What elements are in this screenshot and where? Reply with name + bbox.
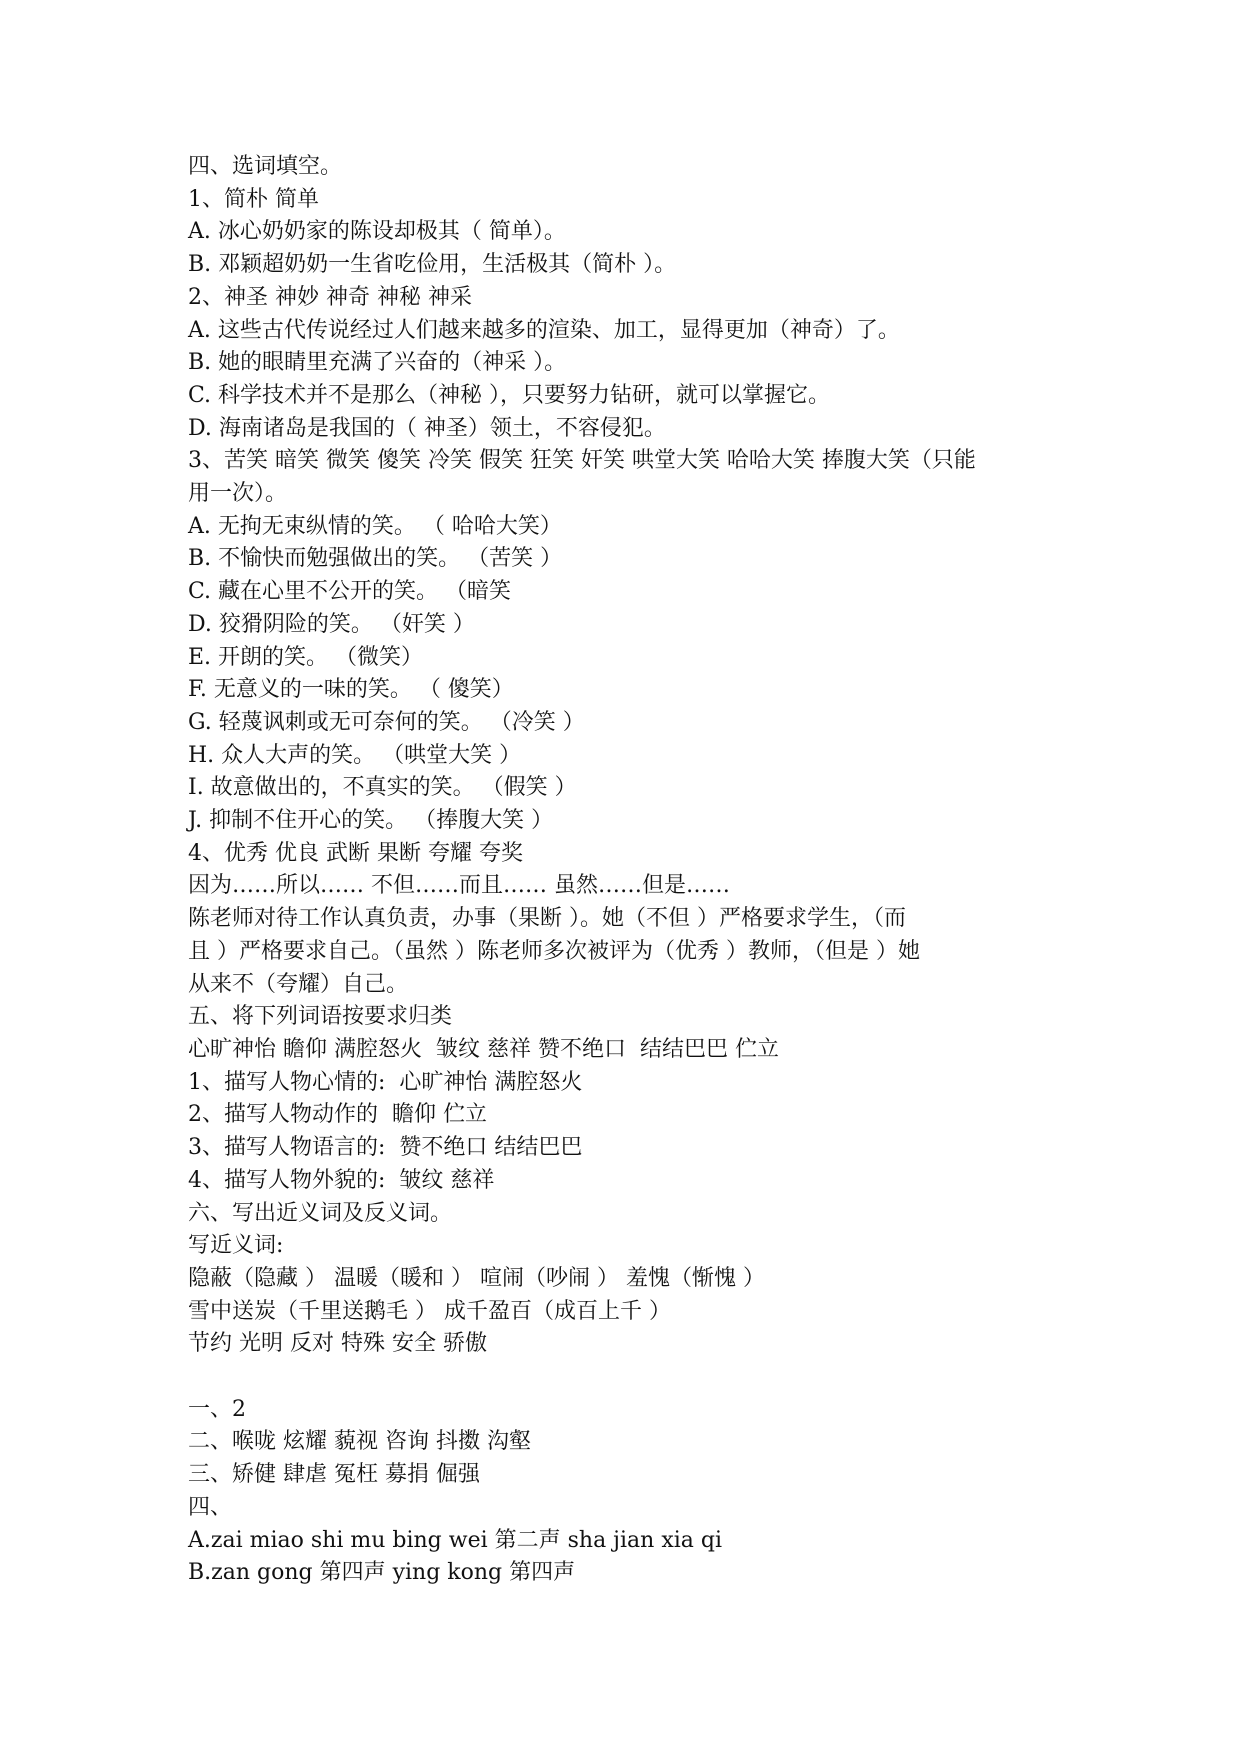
text-line: 因为……所以…… 不但……而且…… 虽然……但是…… (188, 873, 730, 899)
text-line: 三、矫健 肆虐 冤枉 募捐 倔强 (188, 1462, 480, 1488)
text-line: B. 不愉快而勉强做出的笑。 （苦笑 ） (188, 546, 563, 572)
text-line: J. 抑制不住开心的笑。 （捧腹大笑 ） (188, 808, 554, 834)
text-line: B. 邓颖超奶奶一生省吃俭用，生活极其（简朴 ）。 (188, 252, 677, 278)
exercise-section (188, 151, 1088, 1361)
text-line: A. 这些古代传说经过人们越来越多的渲染、加工，显得更加（神奇）了。 (188, 317, 900, 343)
text-line: 2、神圣 神妙 神奇 神秘 神采 (188, 284, 472, 310)
text-line: A. 无拘无束纵情的笑。 （ 哈哈大笑） (188, 513, 562, 539)
text-line: 3、苦笑 暗笑 微笑 傻笑 冷笑 假笑 狂笑 奸笑 哄堂大笑 哈哈大笑 捧腹大笑（只能 (188, 448, 976, 474)
paragraph-gap (188, 1361, 1088, 1394)
text-line: A.zai miao shi mu bing wei 第二声 sha jian xia qi (188, 1527, 722, 1553)
text-line: 4、描写人物外貌的: 皱纹 慈祥 (188, 1167, 495, 1193)
text-line: 且 ）严格要求自己。（虽然 ）陈老师多次被评为（优秀 ）教师，（但是 ）她 (188, 938, 920, 964)
text-line: 雪中送炭（千里送鹅毛 ） 成千盈百（成百上千 ） (188, 1298, 671, 1324)
text-line: 1、描写人物心情的: 心旷神怡 满腔怒火 (188, 1069, 583, 1095)
text-line: C. 科学技术并不是那么（神秘 ），只要努力钻研，就可以掌握它。 (188, 382, 831, 408)
text-line: 心旷神怡 瞻仰 满腔怒火 皱纹 慈祥 赞不绝口 结结巴巴 伫立 (188, 1036, 779, 1062)
text-line: A. 冰心奶奶家的陈设却极其（ 简单）。 (188, 219, 566, 245)
text-line: 节约 光明 反对 特殊 安全 骄傲 (188, 1331, 487, 1357)
text-line: D. 海南诸岛是我国的（ 神圣）领土，不容侵犯。 (188, 415, 666, 441)
text-line: 用一次）。 (188, 481, 288, 507)
text-line: F. 无意义的一味的笑。 （ 傻笑） (188, 677, 514, 703)
text-line: G. 轻蔑讽刺或无可奈何的笑。 （冷笑 ） (188, 709, 585, 735)
text-line: 写近义词: (188, 1233, 284, 1259)
text-line: D. 狡猾阴险的笑。 （奸笑 ） (188, 611, 475, 637)
text-line: 二、喉咙 炫耀 藐视 咨询 抖擞 沟壑 (188, 1429, 531, 1455)
text-line: 六、写出近义词及反义词。 (188, 1200, 453, 1226)
text-line: B. 她的眼睛里充满了兴奋的（神采 ）。 (188, 350, 567, 376)
text-line: 2、描写人物动作的 瞻仰 伫立 (188, 1102, 487, 1128)
text-line: 四、 (188, 1494, 233, 1520)
text-line: E. 开朗的笑。 （微笑） (188, 644, 424, 670)
text-line: C. 藏在心里不公开的笑。 （暗笑 (188, 579, 512, 605)
text-line: 一、2 (188, 1396, 246, 1422)
text-line: 四、选词填空。 (188, 154, 343, 179)
text-line: 五、将下列词语按要求归类 (188, 1004, 453, 1030)
text-line: 隐蔽（隐藏 ） 温暖（暖和 ） 喧闹（吵闹 ） 羞愧（惭愧 ） (188, 1265, 765, 1291)
text-line: I. 故意做出的，不真实的笑。 （假笑 ） (188, 775, 577, 801)
text-line: 3、描写人物语言的: 赞不绝口 结结巴巴 (188, 1135, 583, 1161)
text-line: H. 众人大声的笑。 （哄堂大笑 ） (188, 742, 522, 768)
text-line: 1、简朴 简单 (188, 186, 319, 212)
text-line: B.zan gong 第四声 ying kong 第四声 (188, 1560, 576, 1586)
answer-section (188, 1394, 1088, 1590)
document-body (188, 151, 1088, 1590)
text-line: 4、优秀 优良 武断 果断 夸耀 夸奖 (188, 840, 523, 866)
text-line: 陈老师对待工作认真负责，办事（果断 ）。她（不但 ）严格要求学生，（而 (188, 906, 906, 932)
text-line: 从来不（夸耀）自己。 (188, 971, 409, 997)
